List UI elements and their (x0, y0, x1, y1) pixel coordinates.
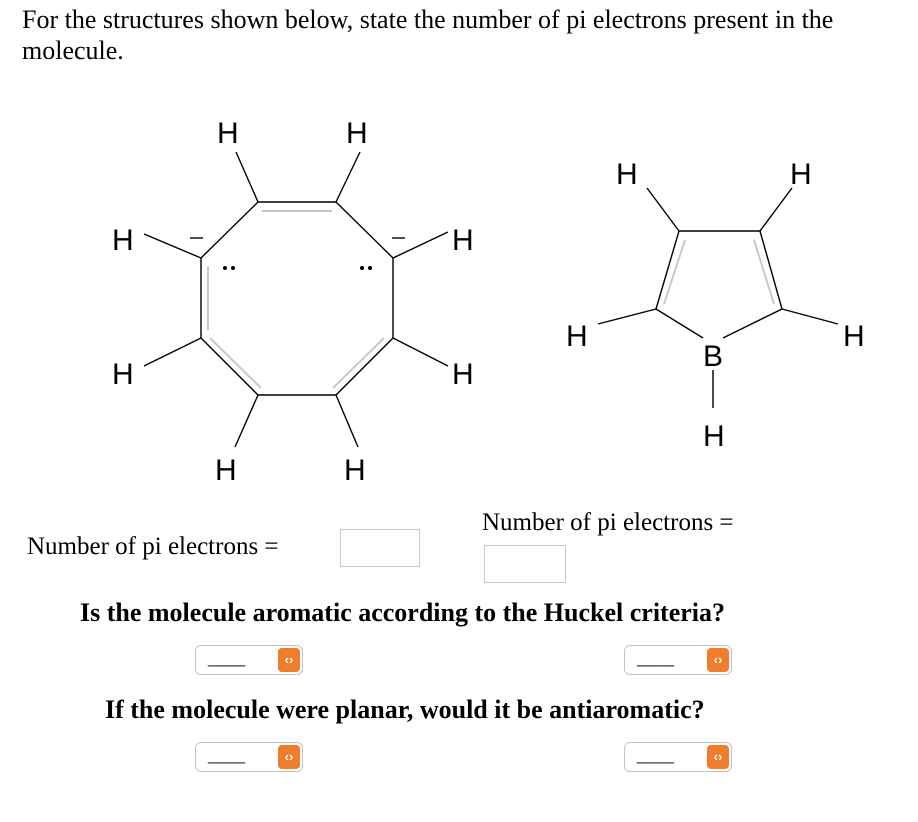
aromatic-select-1[interactable] (195, 645, 303, 675)
pi-electrons-input-1[interactable] (340, 529, 420, 567)
select-arrows-icon: ‹› (278, 745, 300, 769)
select-value: ____ (637, 647, 674, 667)
aromatic-question: Is the molecule aromatic according to the Huckel criteria? (80, 598, 726, 627)
atom-h: H (703, 420, 725, 453)
select-value: ____ (208, 647, 245, 667)
antiaromatic-question: If the molecule were planar, would it be antiaromatic? (105, 695, 705, 724)
cyclooctatetraene-structure (112, 117, 474, 487)
atom-b: B (703, 340, 724, 373)
question-prompt: For the structures shown below, state the number of pi electrons present in the molecule. (22, 5, 834, 65)
antiaromatic-select-2[interactable] (624, 742, 732, 772)
select-arrows-icon: ‹› (707, 648, 729, 672)
pi-electrons-input-2[interactable] (484, 545, 566, 583)
select-value: ____ (637, 744, 674, 764)
atom-h: H (215, 454, 237, 487)
pi-electrons-label-2: Number of pi electrons = (482, 509, 734, 536)
atom-h: H (616, 158, 638, 191)
pi-electrons-label-1: Number of pi electrons = (27, 533, 279, 560)
select-value: ____ (208, 744, 245, 764)
atom-h: H (344, 454, 366, 487)
atom-h: H (112, 358, 134, 391)
antiaromatic-select-1[interactable] (195, 742, 303, 772)
select-arrows-icon: ‹› (278, 648, 300, 672)
atom-h: H (452, 224, 474, 257)
atom-h: H (346, 117, 368, 150)
atom-h: H (112, 224, 134, 257)
select-arrows-icon: ‹› (707, 745, 729, 769)
atom-h: H (843, 320, 865, 353)
atom-h: H (452, 358, 474, 391)
atom-h: H (566, 320, 588, 353)
aromatic-select-2[interactable] (624, 645, 732, 675)
borole-structure (566, 158, 865, 453)
atom-h: H (217, 117, 239, 150)
atom-h: H (790, 158, 812, 191)
